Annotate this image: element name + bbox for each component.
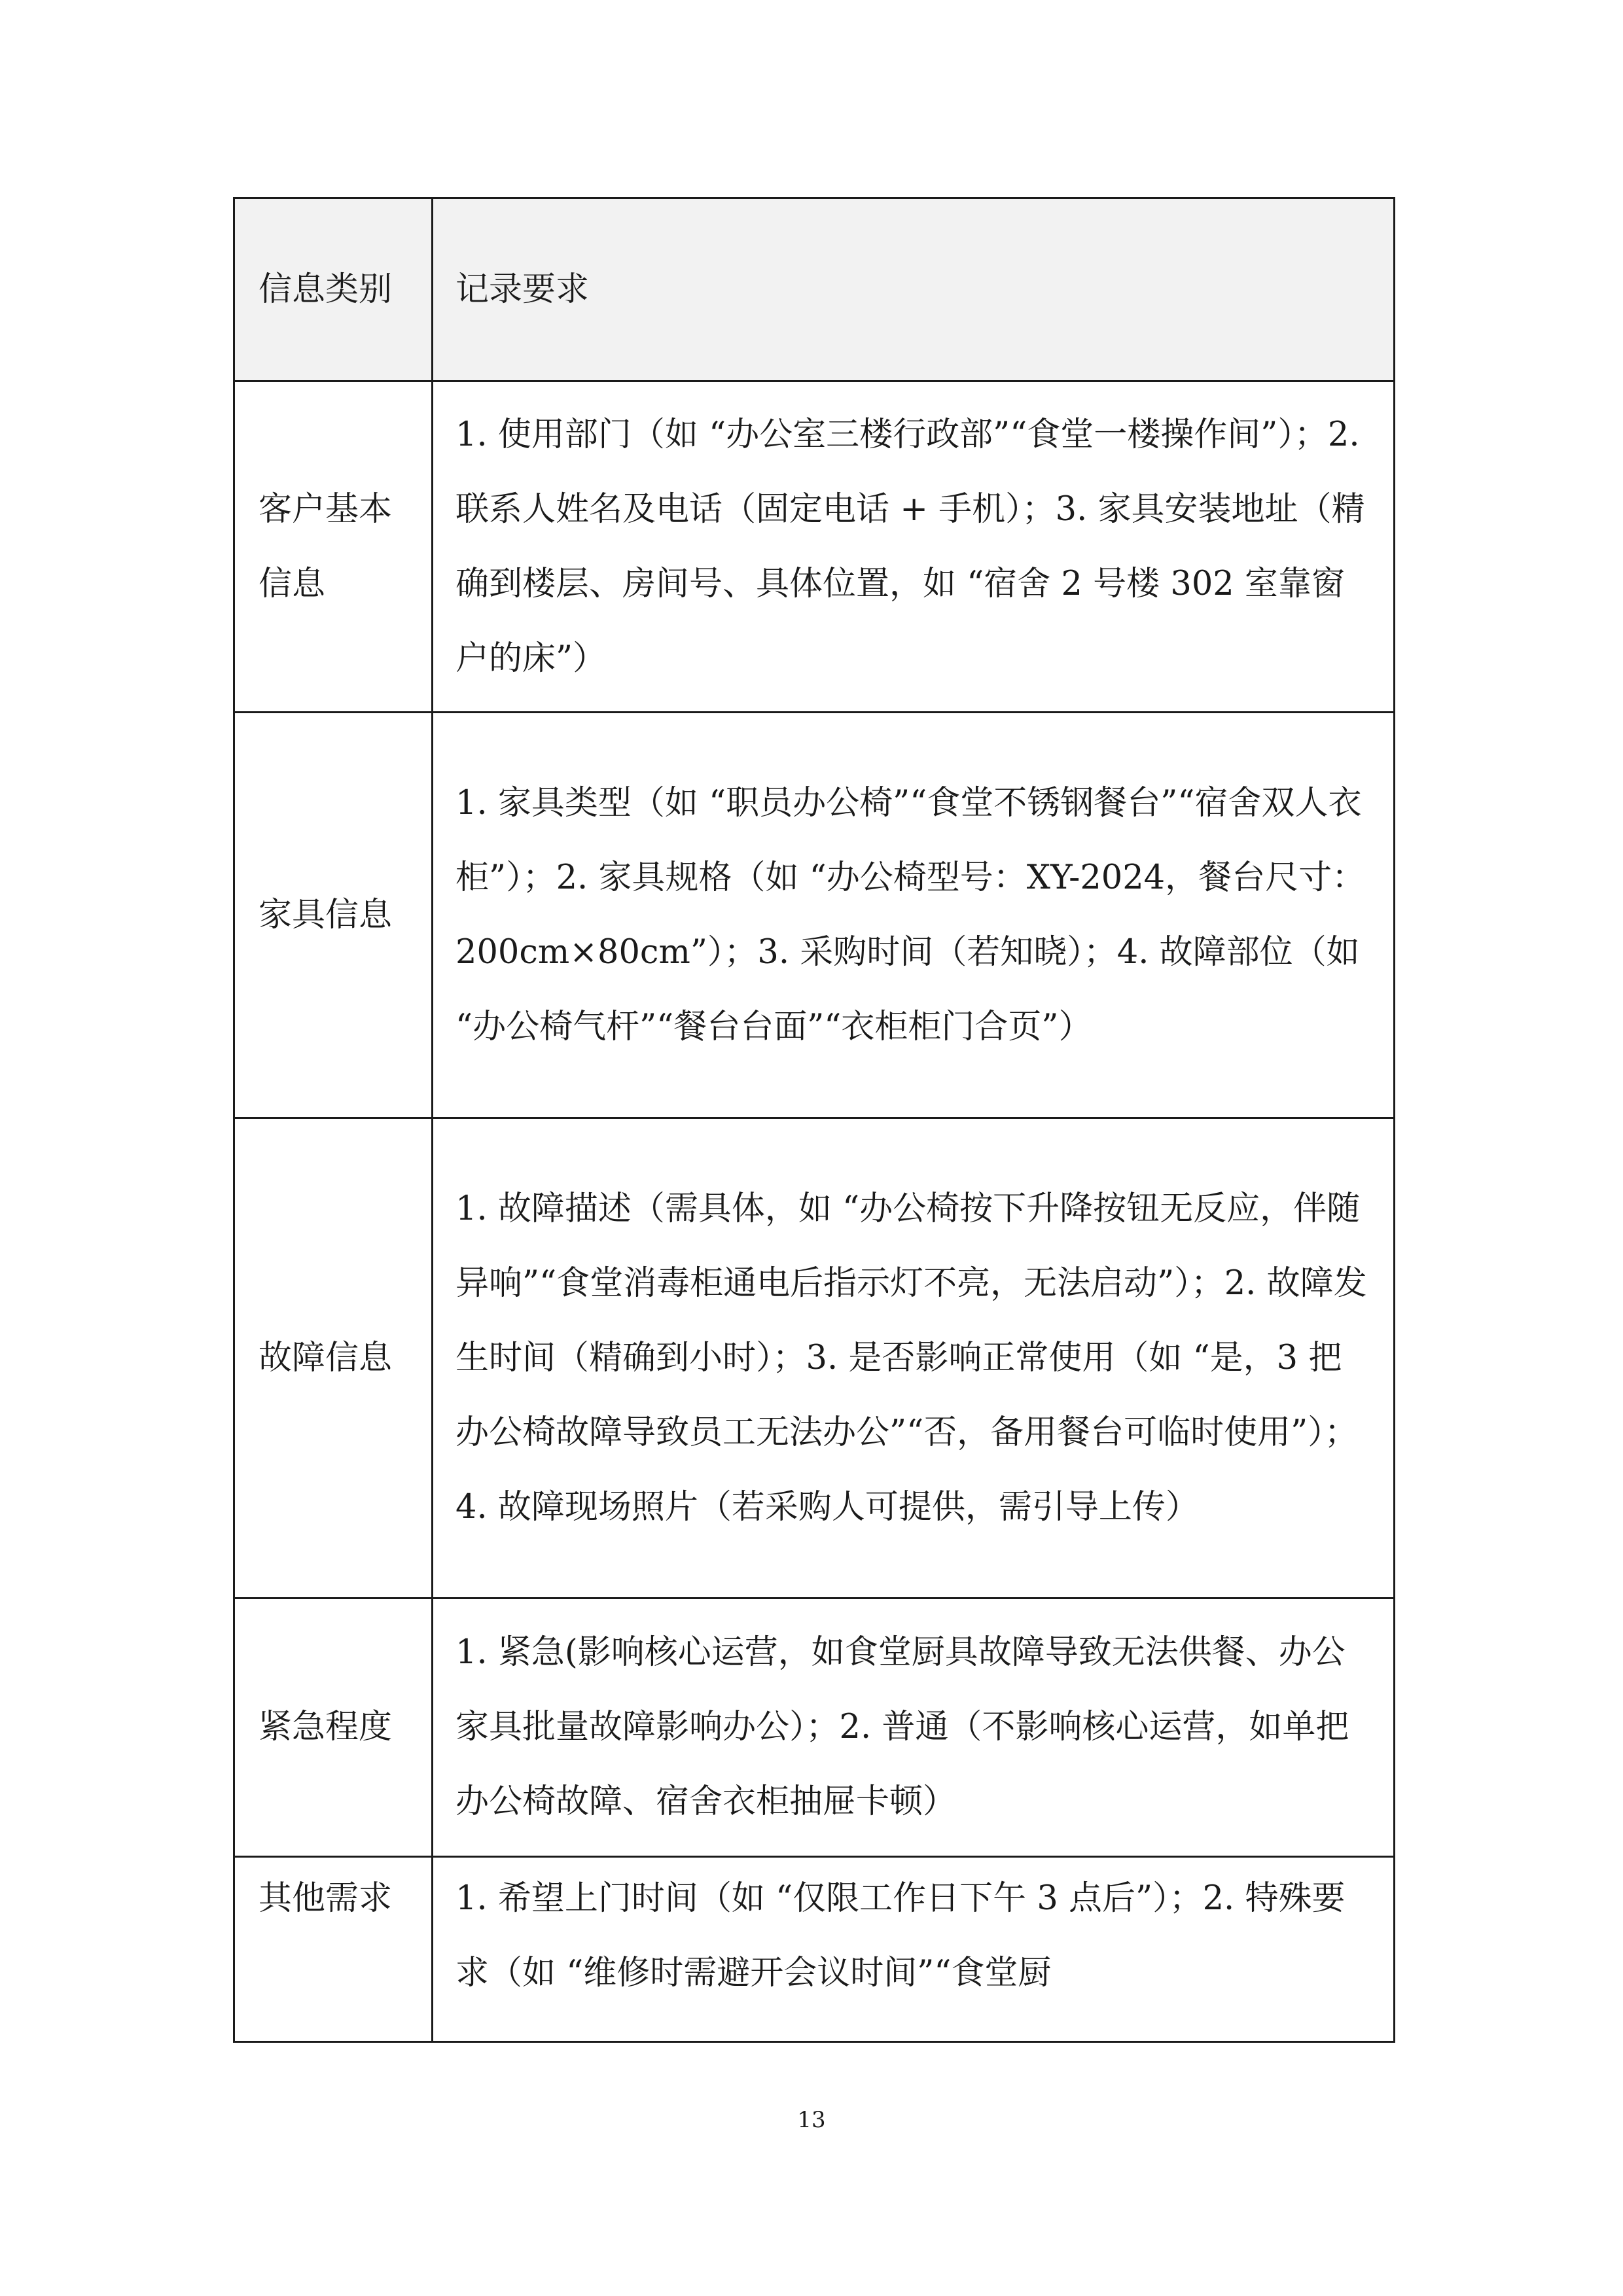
requirement-cell: 1. 家具类型（如 “职员办公椅”“食堂不锈钢餐台”“宿舍双人衣柜”）；2. 家具规格（如 “办公椅型号：XY-2024，餐台尺寸：200cm×80cm”）；3. 采购时间（若知晓）；4. 故障部位（如 “办公椅气杆”“餐台台面”“衣柜柜门合页”）	[433, 713, 1395, 1118]
requirement-cell: 1. 故障描述（需具体，如 “办公椅按下升降按钮无反应，伴随异响”“食堂消毒柜通电后指示灯不亮，无法启动”）；2. 故障发生时间（精确到小时）；3. 是否影响正常使用（如 “是，3 把办公椅故障导致员工无法办公”“否，备用餐台可临时使用”）；4. 故障现场照片（若采购人可提供，需引导上传）	[433, 1118, 1395, 1598]
category-cell: 故障信息	[234, 1118, 433, 1598]
table-row	[234, 713, 1395, 1118]
table-row	[234, 1118, 1395, 1598]
category-cell: 客户基本信息	[234, 381, 433, 713]
header-requirement-cell: 记录要求	[433, 198, 1395, 381]
category-cell: 家具信息	[234, 713, 433, 1118]
requirement-cell: 1. 使用部门（如 “办公室三楼行政部”“食堂一楼操作间”）；2. 联系人姓名及电话（固定电话 + 手机）；3. 家具安装地址（精确到楼层、房间号、具体位置，如 “宿舍 2 号楼 302 室靠窗户的床”）	[433, 381, 1395, 713]
header-category-cell: 信息类别	[234, 198, 433, 381]
page-number: 13	[797, 2107, 826, 2133]
category-cell: 其他需求	[234, 1857, 433, 2042]
table-row	[234, 1598, 1395, 1857]
category-cell: 紧急程度	[234, 1598, 433, 1857]
requirement-cell: 1. 紧急(影响核心运营，如食堂厨具故障导致无法供餐、办公家具批量故障影响办公）；2. 普通（不影响核心运营，如单把办公椅故障、宿舍衣柜抽屉卡顿）	[433, 1598, 1395, 1857]
record-requirements-table	[233, 197, 1395, 2043]
table-header-row	[234, 198, 1395, 381]
table-row	[234, 1857, 1395, 2042]
table-row	[234, 381, 1395, 713]
requirement-cell: 1. 希望上门时间（如 “仅限工作日下午 3 点后”）；2. 特殊要求（如 “维修时需避开会议时间”“食堂厨	[433, 1857, 1395, 2042]
